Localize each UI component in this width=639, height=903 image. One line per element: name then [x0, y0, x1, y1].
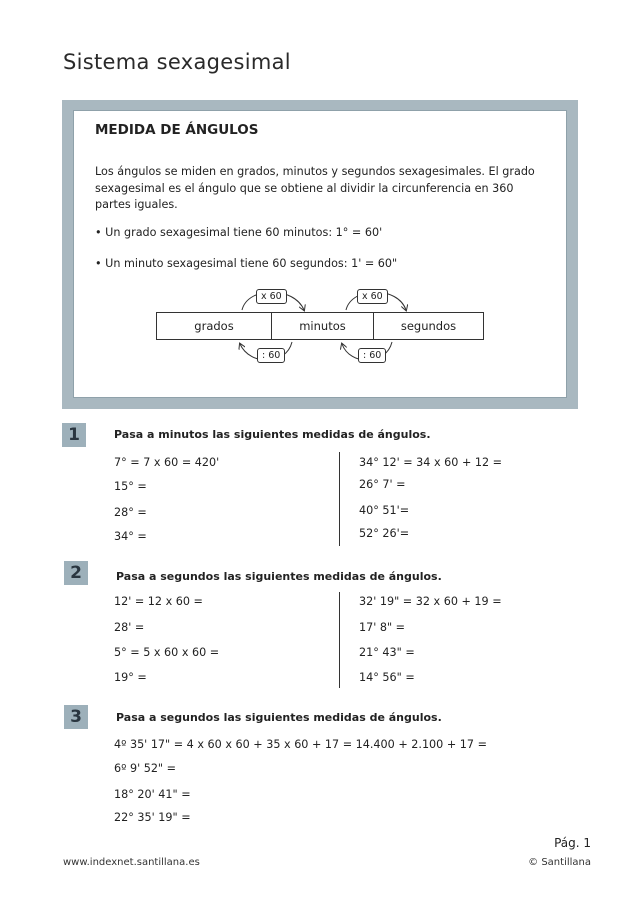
unit-degrees: grados	[194, 319, 234, 333]
exercise-1-left-item: 34° =	[114, 530, 147, 543]
exercise-number-2: 2	[64, 561, 88, 585]
exercise-3-item: 4º 35' 17" = 4 x 60 x 60 + 35 x 60 + 17 = 14.400 + 2.100 + 17 =	[114, 738, 487, 751]
exercise-2-instruction: Pasa a segundos las siguientes medidas de ángulos.	[116, 570, 442, 583]
exercise-2-right-item: 14° 56" =	[359, 671, 415, 684]
exercise-3-item: 6º 9' 52" =	[114, 762, 177, 775]
exercise-1-instruction: Pasa a minutos las siguientes medidas de ángulos.	[114, 428, 431, 441]
exercise-1-left-item: 28° =	[114, 506, 147, 519]
exercise-2-left-item: 19° =	[114, 671, 147, 684]
multiply-tag-1: x 60	[256, 289, 287, 304]
exercise-2-right-item: 21° 43" =	[359, 646, 415, 659]
exercise-3-item: 22° 35' 19" =	[114, 811, 191, 824]
exercise-2-left-item: 12' = 12 x 60 =	[114, 595, 203, 608]
exercise-2-right-item: 17' 8" =	[359, 621, 406, 634]
page-number: Pág. 1	[554, 836, 591, 850]
exercise-1-right-item: 34° 12' = 34 x 60 + 12 =	[359, 456, 503, 469]
theory-heading: MEDIDA DE ÁNGULOS	[95, 122, 259, 138]
footer-website: www.indexnet.santillana.es	[63, 857, 200, 868]
exercise-3-item: 18° 20' 41" =	[114, 788, 191, 801]
unit-seconds: segundos	[373, 313, 483, 339]
exercise-1-divider	[339, 452, 340, 546]
footer-copyright: © Santillana	[528, 857, 591, 868]
exercise-2-left-item: 28' =	[114, 621, 145, 634]
theory-intro: Los ángulos se miden en grados, minutos y segundos sexagesimales. El grado sexagesimal es el ángulo que se obtiene al dividir la circunferencia en 360 partes iguales.	[95, 165, 535, 211]
exercise-number-3: 3	[64, 705, 88, 729]
theory-bullet-degree: • Un grado sexagesimal tiene 60 minutos: 1° = 60'	[95, 226, 383, 239]
exercise-1-left-item: 15° =	[114, 480, 147, 493]
exercise-3-instruction: Pasa a segundos las siguientes medidas de ángulos.	[116, 711, 442, 724]
exercise-2-divider	[339, 592, 340, 688]
exercise-1-right-item: 40° 51'=	[359, 504, 410, 517]
divide-tag-2: : 60	[358, 348, 386, 363]
exercise-2-left-item: 5° = 5 x 60 x 60 =	[114, 646, 220, 659]
theory-bullet-minute: • Un minuto sexagesimal tiene 60 segundos: 1' = 60"	[95, 257, 398, 270]
exercise-1-left-item: 7° = 7 x 60 = 420'	[114, 456, 220, 469]
unit-minutes: minutos	[271, 313, 373, 339]
exercise-2-right-item: 32' 19" = 32 x 60 + 19 =	[359, 595, 502, 608]
multiply-tag-2: x 60	[357, 289, 388, 304]
divide-tag-1: : 60	[257, 348, 285, 363]
exercise-number-1: 1	[62, 423, 86, 447]
page-title: Sistema sexagesimal	[63, 50, 291, 74]
exercise-1-right-item: 52° 26'=	[359, 527, 410, 540]
exercise-1-right-item: 26° 7' =	[359, 478, 406, 491]
units-bar	[156, 312, 484, 340]
